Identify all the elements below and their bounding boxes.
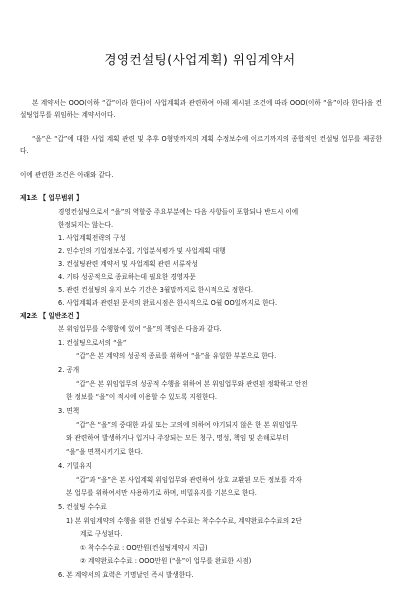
article-1-heading xyxy=(20,192,83,204)
clause-2-heading: 2. 공개 xyxy=(58,366,80,374)
article-1-number: 제1조 xyxy=(20,194,38,202)
article-2-number: 제2조 xyxy=(20,312,38,320)
intro-paragraph-2: “을”은 “갑”에 대한 사업 계획 관련 및 추후 O형맞까지의 계획 수정보수에 이르기까지의 종합적인 컨설팅 업무를 제공한다. xyxy=(20,135,382,155)
article-1-desc-line-1: 경영컨설팅으로서 “을”의 역할중 주요부분에는 다음 사항들이 포함되나 반드시 이에 xyxy=(58,208,299,216)
article-2-desc: 본 위임업무를 수행함에 있어 “을”의 책임은 다음과 같다. xyxy=(58,325,222,333)
list-item: 4. 기타 성공적으로 종료하는데 필요한 경영자문 xyxy=(58,273,196,281)
clause-2-line-1: “갑”은 본 위임업무의 성공적 수행을 위하여 본 위임업무와 관련된 정확하고 안전 xyxy=(76,380,308,388)
clause-2-line-2: 한 정보를 “을”이 적시에 이용할 수 있도록 지원한다. xyxy=(66,393,217,401)
clause-6: 6. 본 계약서의 효력은 기명날인 즉시 발생한다. xyxy=(58,571,194,579)
list-item: 6. 사업계획과 관련된 문서의 완료시점은 한시적으로 O월 OO일까지로 한다. xyxy=(58,299,278,307)
clause-5-line-2: 계로 구성된다. xyxy=(80,530,123,538)
intro-paragraph-1: 본 계약서는 OOO(이하 “갑”이라 한다)이 사업계획과 관련하여 아래 제시된 조건에 따라 OOO(이하 “을”이라 한다)을 컨설팅업무를 위임하는 계약서이다. xyxy=(20,99,382,119)
list-item: 2. 인수인의 기업정보수집, 기업분석평가 및 사업계획 대행 xyxy=(58,247,226,255)
clause-4-line-2: 본 업무를 위하여서만 사용하기로 하며, 비밀유지를 기본으로 한다. xyxy=(66,489,257,497)
clause-5-item-a: ① 착수수수료 : OO만원(컨설팅계약시 지급) xyxy=(80,544,208,552)
intro-paragraph-3: 이에 관련한 조건은 아래와 같다. xyxy=(20,171,114,179)
article-2-title: 【 일반조건 】 xyxy=(39,312,83,320)
clause-1-heading: 1. 컨설팅으로서의 “을” xyxy=(58,339,127,347)
clause-5-item-b: ② 계약완료수수료 : OOO만원 (“을”이 업무를 완료한 시점) xyxy=(80,557,252,565)
list-item: 1. 사업계획전략의 구성 xyxy=(58,234,126,242)
article-2-heading xyxy=(20,310,83,322)
clause-1-body: “갑”은 본 계약의 성공적 종료를 위하여 “을”을 유일한 부분으로 한다. xyxy=(76,352,277,360)
clause-4-heading: 4. 기밀유지 xyxy=(58,462,92,470)
article-1-title: 【 업무범위 】 xyxy=(39,194,83,202)
clause-3-heading: 3. 면책 xyxy=(58,407,80,415)
clause-3-line-2: 와 관련하여 발생하거나 입거나 주장되는 모든 청구, 명성, 책임 및 손해로부터 xyxy=(66,434,289,442)
clause-5-line-1: 1) 본 위임계약의 수행을 위한 컨설팅 수수료는 착수수수료, 계약완료수수료의 2단 xyxy=(66,517,302,525)
document-title: 경영컨설팅(사업계획) 위임계약서 xyxy=(104,52,296,67)
list-item: 3. 컨설팅관련 계약서 및 사업계획 관련 서류작성 xyxy=(58,260,198,268)
article-1-desc-line-2: 한정되지는 않는다. xyxy=(58,221,114,229)
clause-4-line-1: “갑”과 “을”은 본 사업계획 위임업무와 관련하여 상호 교환된 모든 정보를 각자 xyxy=(76,476,302,484)
list-item: 5. 관련 컨설팅의 유지 보수 기간은 3월말까지로 한시적으로 정한다. xyxy=(58,286,253,294)
clause-3-line-3: “을”을 면책시키기로 한다. xyxy=(66,448,143,456)
clause-5-heading: 5. 컨설팅 수수료 xyxy=(58,503,107,511)
clause-3-line-1: “갑”은 “을”의 중대한 과실 또는 고의에 의하여 야기되지 않은 한 본 위임업무 xyxy=(76,421,298,429)
